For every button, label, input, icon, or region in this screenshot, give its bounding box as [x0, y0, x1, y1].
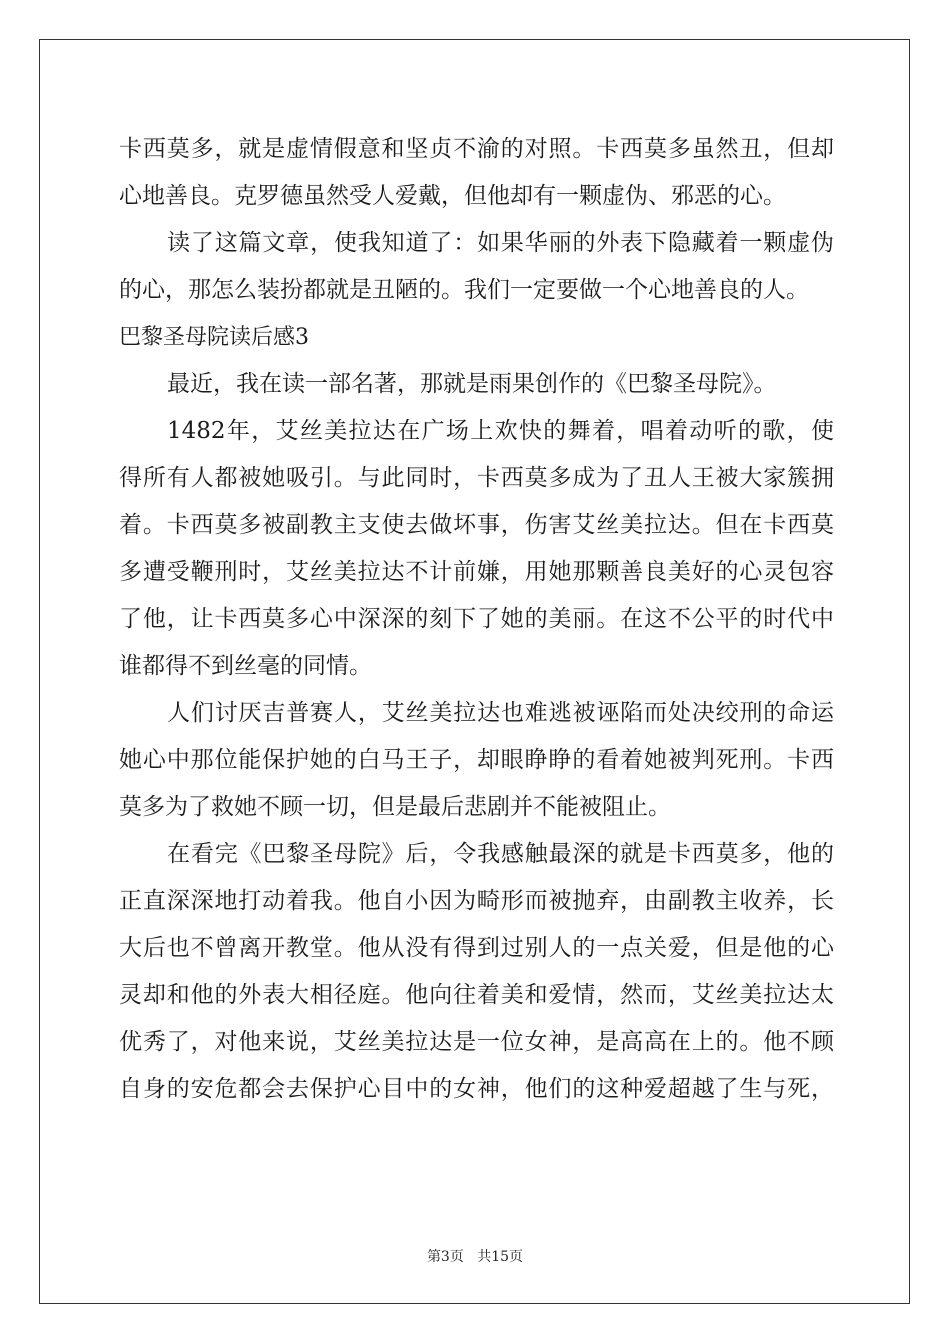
text-line: 灵却和他的外表大相径庭。他向往着美和爱情，然而，艾丝美拉达太 [119, 982, 834, 1008]
paragraph-first-line: 读了这篇文章，使我知道了：如果华丽的外表下隐藏着一颗虚伪 [167, 230, 834, 256]
section-heading: 巴黎圣母院读后感3 [119, 325, 309, 350]
text-line: 多遭受鞭刑时，艾丝美拉达不计前嫌，用她那颗善良美好的心灵包容 [119, 559, 834, 585]
text-line: 卡西莫多，就是虚情假意和坚贞不渝的对照。卡西莫多虽然丑，但却 [119, 136, 834, 162]
text-line: 着。卡西莫多被副教主支使去做坏事，伤害艾丝美拉达。但在卡西莫 [119, 512, 834, 538]
paragraph-first-line: 最近，我在读一部名著，那就是雨果创作的《巴黎圣母院》。 [167, 371, 777, 397]
text-line: 谁都得不到丝毫的同情。 [119, 653, 372, 679]
paragraph-first-line: 1482年，艾丝美拉达在广场上欢快的舞着，唱着动听的歌，使 [167, 418, 834, 444]
text-line: 自身的安危都会去保护心目中的女神，他们的这种爱超越了生与死， [119, 1076, 834, 1102]
text-line: 的心，那怎么装扮都就是丑陋的。我们一定要做一个心地善良的人。 [119, 277, 809, 303]
text-line: 心地善良。克罗德虽然受人爱戴，但他却有一颗虚伪、邪恶的心。 [119, 183, 786, 209]
document-body [119, 126, 834, 1113]
text-line: 正直深深地打动着我。他自小因为畸形而被抛弃，由副教主收养，长 [119, 888, 834, 914]
text-line: 优秀了，对他来说，艾丝美拉达是一位女神，是高高在上的。他不顾 [119, 1029, 834, 1055]
paragraph-first-line: 在看完《巴黎圣母院》后，令我感触最深的就是卡西莫多，他的 [167, 841, 834, 867]
paragraph-first-line: 人们讨厌吉普赛人，艾丝美拉达也难逃被诬陷而处决绞刑的命运 [167, 700, 834, 726]
page-total: 共15页 [477, 1249, 524, 1265]
text-line: 大后也不曾离开教堂。他从没有得到过别人的一点关爱，但是他的心 [119, 935, 834, 961]
text-line: 莫多为了救她不顾一切，但是最后悲剧并不能被阻止。 [119, 794, 671, 820]
page-number: 第3页 [426, 1249, 464, 1265]
text-line: 得所有人都被她吸引。与此同时，卡西莫多成为了丑人王被大家簇拥 [119, 465, 834, 491]
page-footer [0, 1246, 950, 1266]
text-line: 了他，让卡西莫多心中深深的刻下了她的美丽。在这不公平的时代中 [119, 606, 834, 632]
text-line: 她心中那位能保护她的白马王子，却眼睁睁的看着她被判死刑。卡西 [119, 747, 834, 773]
